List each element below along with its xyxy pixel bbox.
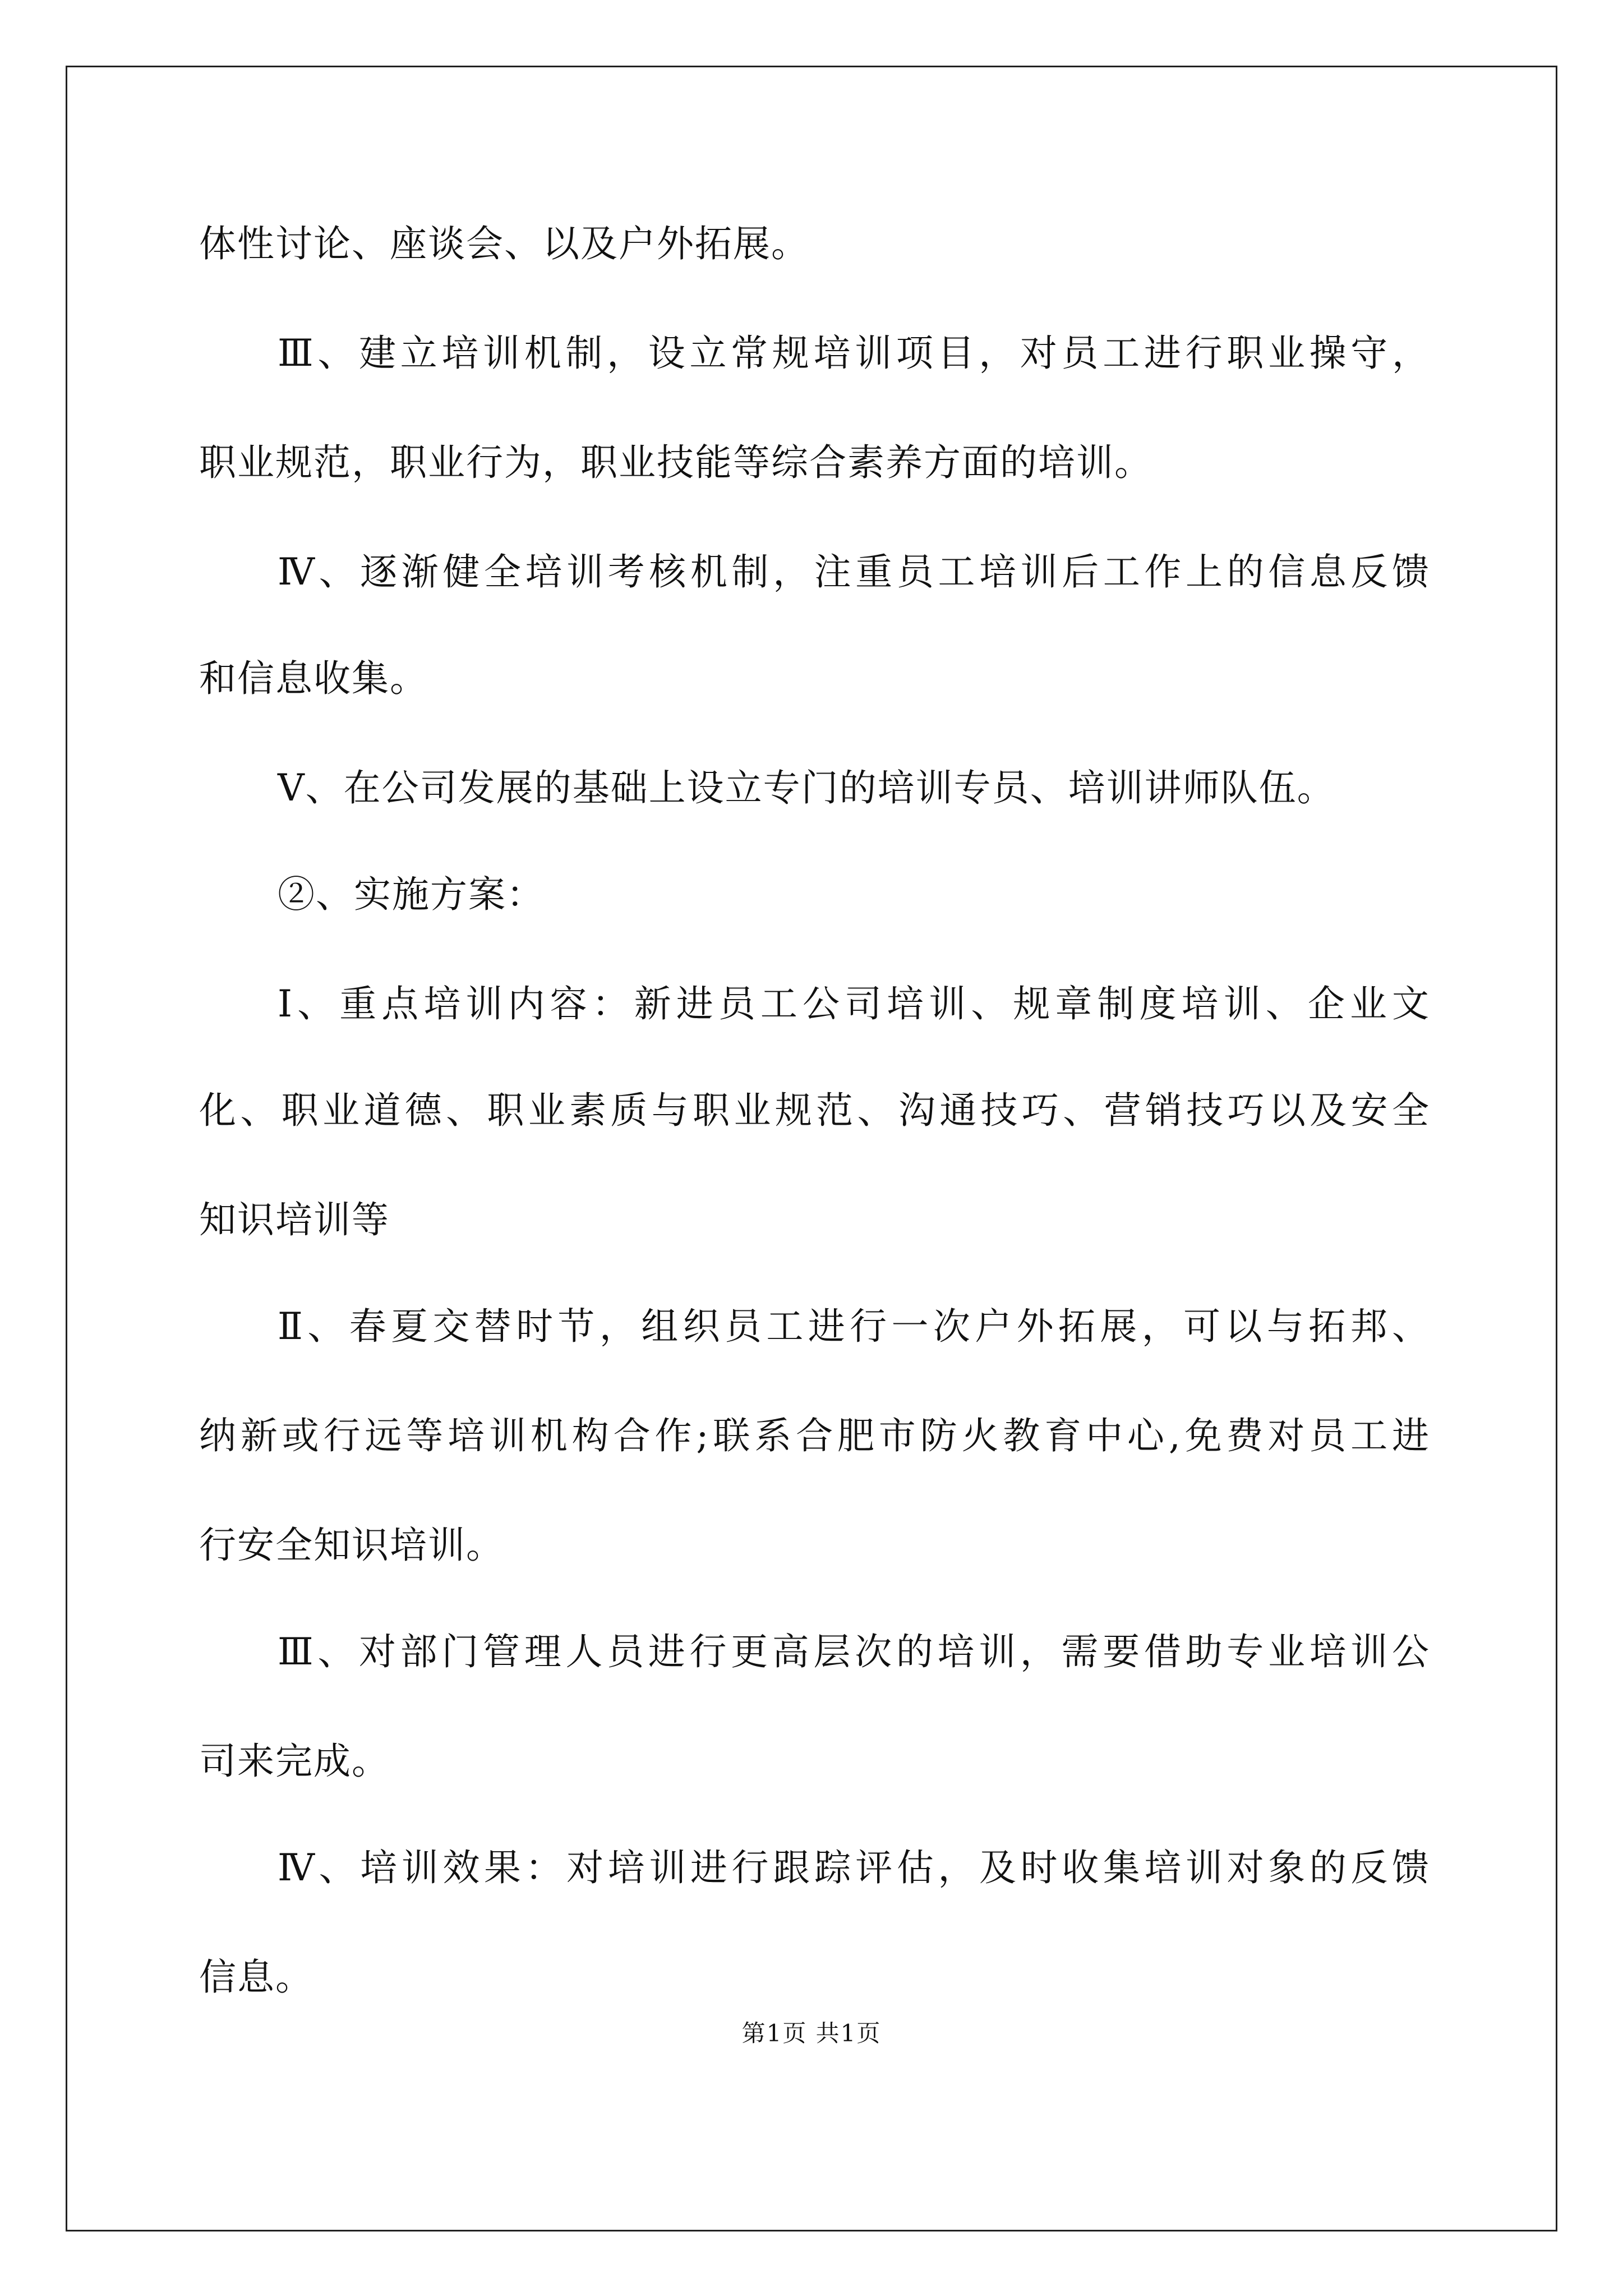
text-line: 职业规范，职业行为，职业技能等综合素养方面的培训。	[199, 441, 1152, 484]
text-line: 行安全知识培训。	[199, 1524, 504, 1567]
page-footer: 第1页 共1页	[741, 2019, 882, 2047]
text-line: Ⅴ、在公司发展的基础上设立专门的培训专员、培训讲师队伍。	[278, 766, 1335, 809]
text-line: 和信息收集。	[199, 657, 428, 700]
text-line: Ⅲ、对部门管理人员进行更高层次的培训，需要借助专业培训公	[278, 1630, 1430, 1673]
text-line: Ⅳ、培训效果：对培训进行跟踪评估，及时收集培训对象的反馈	[278, 1846, 1430, 1889]
text-line: Ⅳ、逐渐健全培训考核机制，注重员工培训后工作上的信息反馈	[278, 550, 1430, 593]
text-line: 体性讨论、座谈会、以及户外拓展。	[199, 222, 809, 265]
text-line: 知识培训等	[199, 1198, 390, 1241]
text-line: ②、实施方案：	[278, 873, 545, 916]
text-line: 司来完成。	[199, 1740, 390, 1783]
text-line: Ⅱ、春夏交替时节，组织员工进行一次户外拓展，可以与拓邦、	[278, 1305, 1430, 1348]
text-line: 信息。	[199, 1955, 313, 1999]
text-line: 化、职业道德、职业素质与职业规范、沟通技巧、营销技巧以及安全	[199, 1089, 1430, 1132]
text-line: Ⅰ、重点培训内容：新进员工公司培训、规章制度培训、企业文	[278, 982, 1430, 1025]
text-line: Ⅲ、建立培训机制，设立常规培训项目，对员工进行职业操守，	[278, 332, 1430, 375]
text-line: 纳新或行远等培训机构合作;联系合肥市防火教育中心,免费对员工进	[199, 1414, 1430, 1457]
page-border	[66, 66, 1557, 2231]
